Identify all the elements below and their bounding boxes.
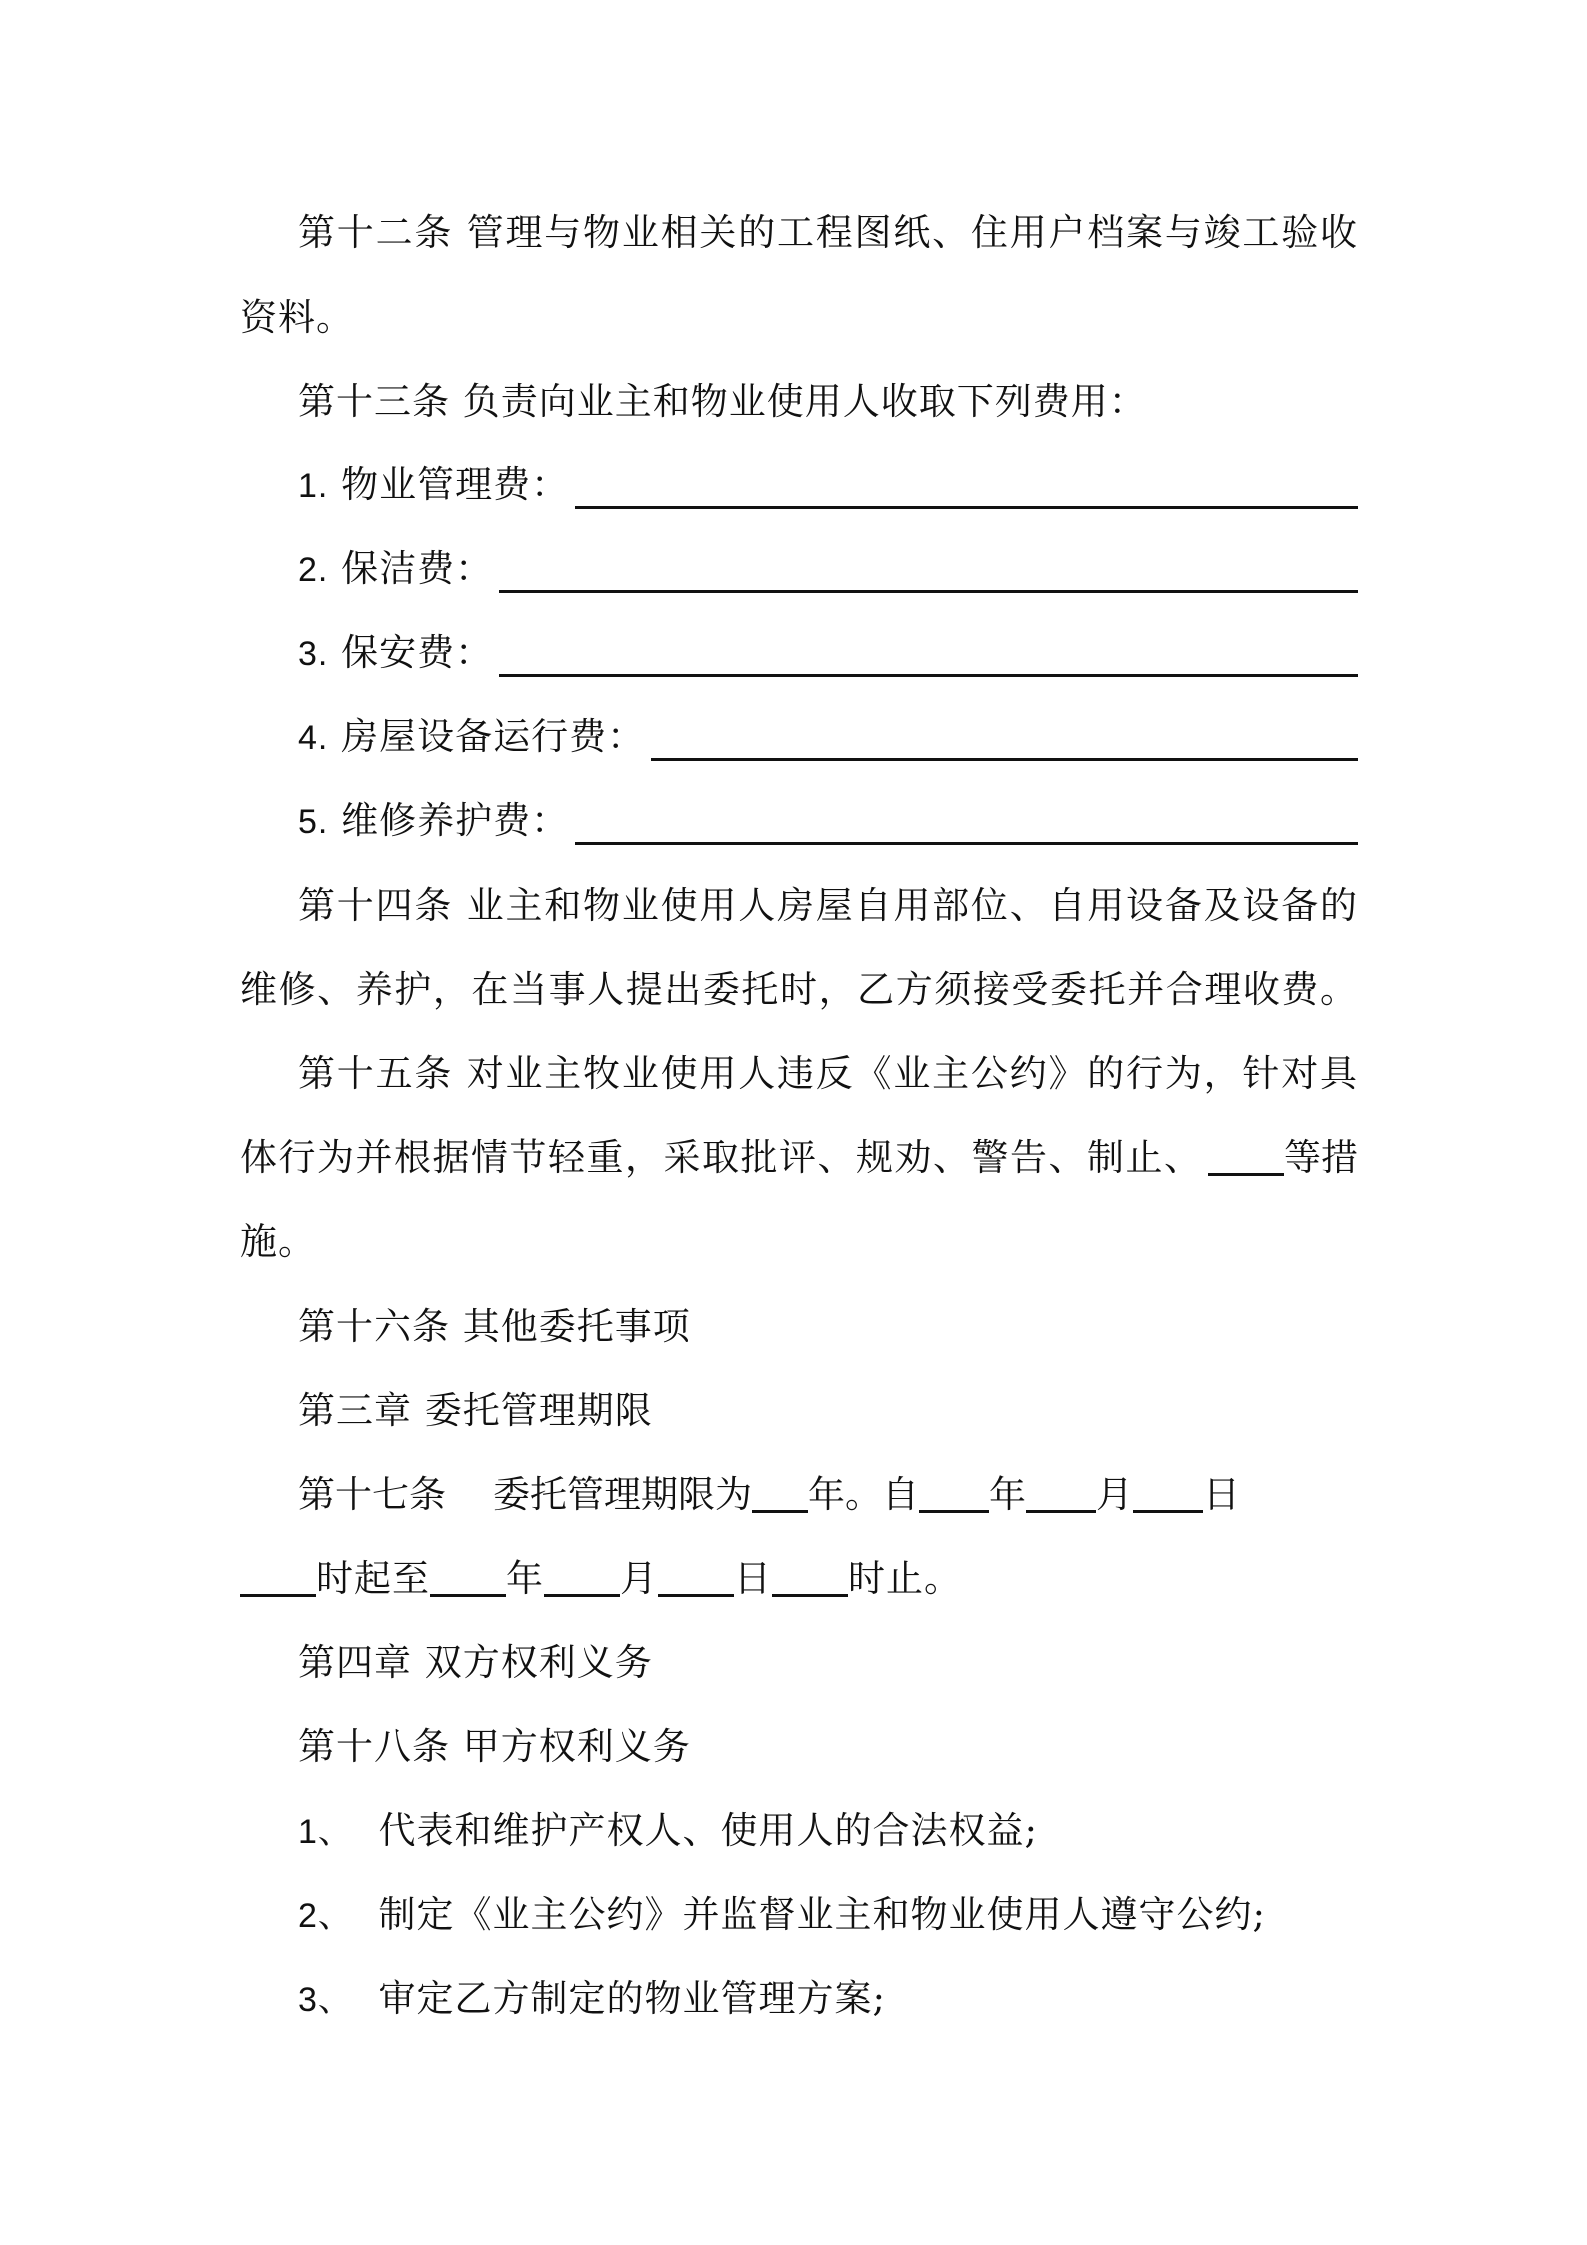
- end-hour-blank[interactable]: [772, 1558, 848, 1597]
- article-17-month-label: 月: [1096, 1473, 1134, 1516]
- article-16: 第十六条 其他委托事项: [298, 1305, 691, 1348]
- duty-number: 3、: [298, 1981, 353, 2019]
- article-14-line-2: 维修、养护，在当事人提出委托时，乙方须接受委托并合理收费。: [240, 968, 1358, 1011]
- fee-number: 5.: [298, 803, 329, 841]
- duty-text: 审定乙方制定的物业管理方案;: [378, 1977, 886, 2020]
- end-day-blank[interactable]: [658, 1558, 734, 1597]
- fee-number: 4.: [298, 719, 329, 757]
- fee-label: 保洁费：: [341, 547, 494, 590]
- fee-row-maintenance: [298, 797, 1358, 847]
- article-12-line-1: 第十二条 管理与物业相关的工程图纸、住用户档案与竣工验收: [298, 211, 1358, 254]
- start-year-blank[interactable]: [919, 1474, 989, 1513]
- start-hour-blank[interactable]: [240, 1558, 316, 1597]
- duty-text: 制定《业主公约》并监督业主和物业使用人遵守公约;: [378, 1893, 1266, 1936]
- article-15-line-2-end: 等措: [1284, 1136, 1358, 1179]
- fee-blank-line[interactable]: [575, 804, 1358, 845]
- article-13-heading: 第十三条 负责向业主和物业使用人收取下列费用：: [298, 380, 1147, 423]
- article-15-line-2: [240, 1133, 1358, 1183]
- article-15-line-1: 第十五条 对业主牧业使用人违反《业主公约》的行为，针对具: [298, 1052, 1358, 1095]
- chapter-4-heading: 第四章 双方权利义务: [298, 1641, 653, 1684]
- fee-row-security: [298, 629, 1358, 679]
- duty-item: [298, 1974, 1358, 2024]
- start-day-blank[interactable]: [1133, 1474, 1203, 1513]
- article-17-prefix: 第十七条: [298, 1473, 446, 1516]
- duty-item: [298, 1890, 1358, 1940]
- article-17-end-year-label: 年: [506, 1557, 544, 1600]
- fee-label: 物业管理费：: [341, 463, 570, 506]
- fee-blank-line[interactable]: [499, 552, 1358, 593]
- end-month-blank[interactable]: [544, 1558, 620, 1597]
- article-17-end-month-label: 月: [620, 1557, 658, 1600]
- fee-blank-line[interactable]: [575, 468, 1358, 509]
- fee-number: 2.: [298, 551, 329, 589]
- article-17-year-label: 年: [989, 1473, 1027, 1516]
- duty-number: 2、: [298, 1897, 353, 1935]
- duty-text: 代表和维护产权人、使用人的合法权益;: [378, 1809, 1038, 1852]
- article-17-line-2: [240, 1554, 1358, 1604]
- fee-blank-line[interactable]: [499, 636, 1358, 677]
- duty-number: 1、: [298, 1813, 353, 1851]
- fee-row-equipment: [298, 713, 1358, 763]
- article-17-text: 委托管理期限为: [493, 1473, 753, 1516]
- article-17-hour-from: 时起至: [316, 1557, 430, 1600]
- duty-item: [298, 1806, 1358, 1856]
- article-17-day-label: 日: [1203, 1473, 1241, 1516]
- fee-blank-line[interactable]: [651, 720, 1358, 761]
- article-17-end-day-label: 日: [734, 1557, 772, 1600]
- article-15-line-3: 施。: [240, 1220, 316, 1263]
- article-17-year-text: 年。自: [808, 1473, 920, 1516]
- term-years-blank[interactable]: [752, 1474, 808, 1513]
- fee-label: 维修养护费：: [341, 799, 570, 842]
- article-17-line-1: [298, 1470, 1358, 1520]
- measures-blank[interactable]: [1208, 1137, 1284, 1176]
- chapter-3-heading: 第三章 委托管理期限: [298, 1389, 653, 1432]
- article-12-line-2: 资料。: [240, 296, 354, 339]
- article-14-line-1: 第十四条 业主和物业使用人房屋自用部位、自用设备及设备的: [298, 884, 1358, 927]
- article-17-hour-end: 时止。: [848, 1557, 962, 1600]
- fee-row-management: [298, 461, 1358, 511]
- fee-label: 房屋设备运行费：: [341, 715, 646, 758]
- end-year-blank[interactable]: [430, 1558, 506, 1597]
- start-month-blank[interactable]: [1026, 1474, 1096, 1513]
- fee-label: 保安费：: [341, 631, 494, 674]
- article-15-line-2-text: 体行为并根据情节轻重，采取批评、规劝、警告、制止、: [240, 1136, 1203, 1179]
- fee-number: 3.: [298, 635, 329, 673]
- article-18-heading: 第十八条 甲方权利义务: [298, 1725, 691, 1768]
- fee-row-cleaning: [298, 545, 1358, 595]
- fee-number: 1.: [298, 467, 329, 505]
